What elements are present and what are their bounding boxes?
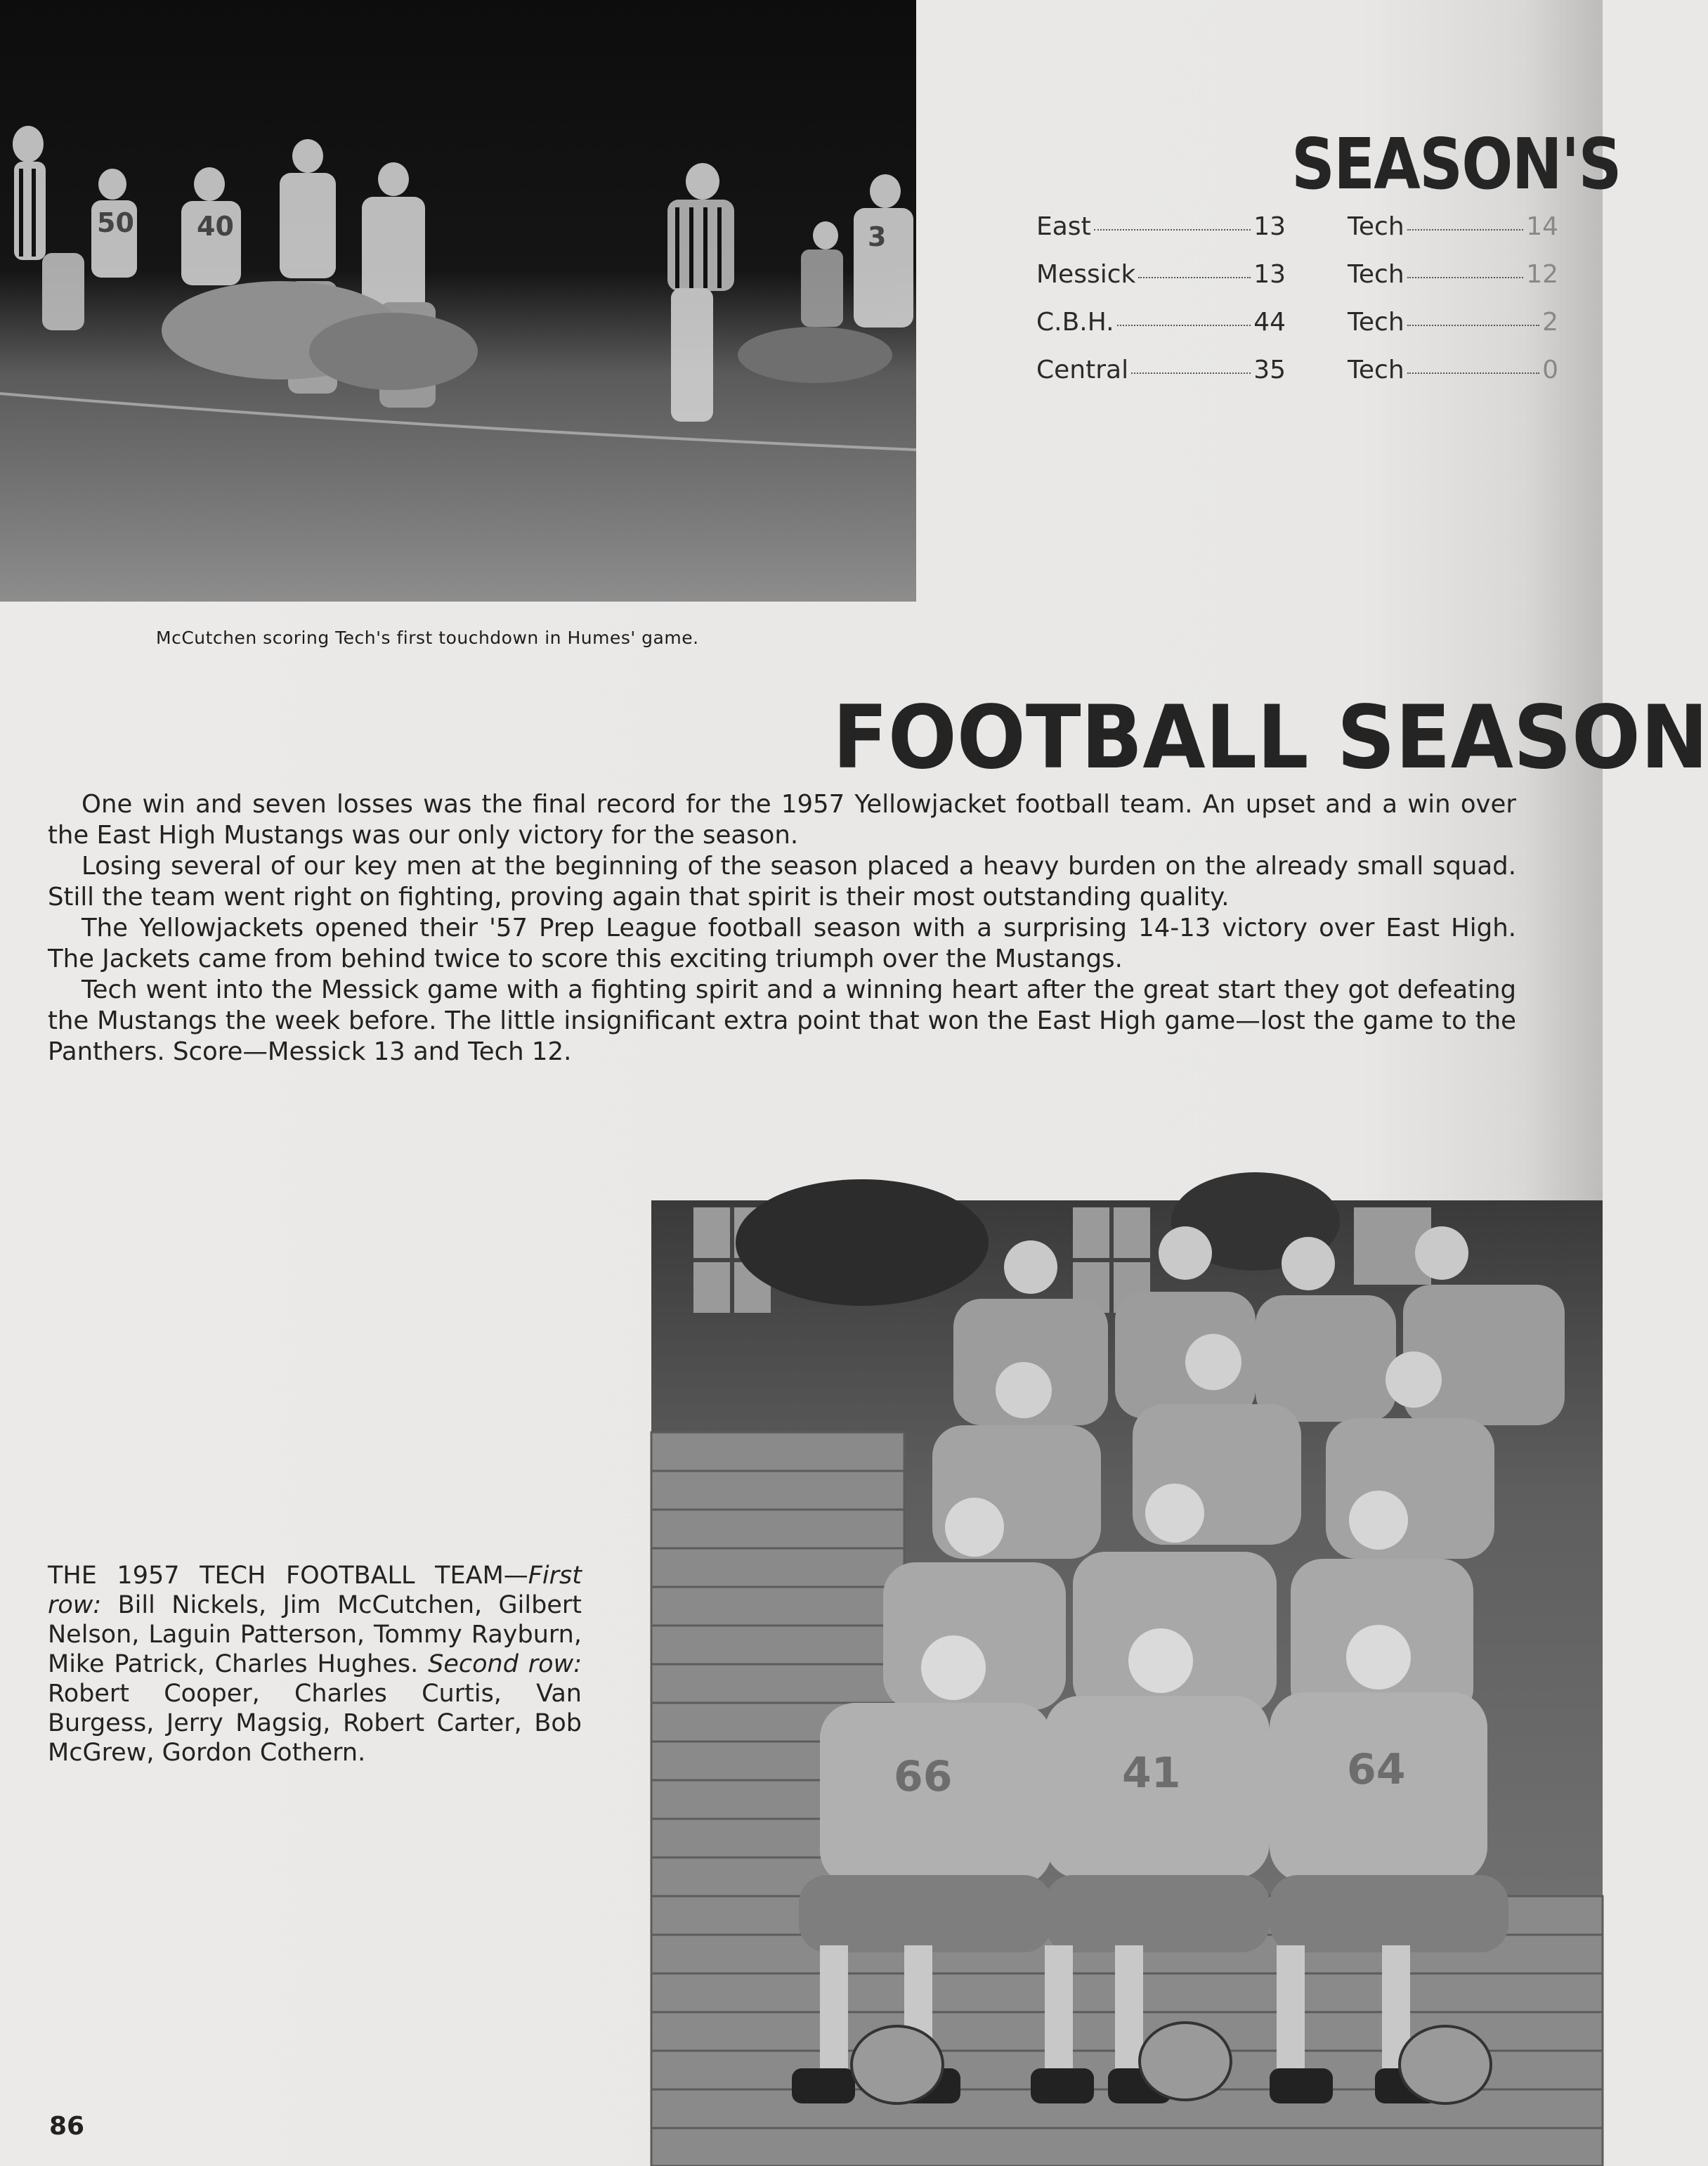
opponent-points: 44 [1253, 308, 1286, 337]
page-number: 86 [49, 2112, 85, 2141]
leader-dots [1094, 229, 1251, 231]
article-paragraph: Losing several of our key men at the beginning of the season placed a heavy burden on the already small squad. Still the team went right on fighting, proving again that spirit is their most outstanding quality. [48, 852, 1516, 912]
tech-name: Tech [1348, 260, 1404, 289]
score-row [1036, 260, 1286, 308]
opponent-name: Messick [1036, 260, 1136, 289]
leader-dots [1117, 325, 1251, 326]
tech-points: 0 [1542, 356, 1558, 384]
svg-text:40: 40 [197, 211, 234, 242]
team-photo-caption [48, 1561, 582, 1768]
svg-text:3: 3 [868, 221, 887, 252]
game-photo [0, 0, 916, 602]
score-row [1036, 308, 1286, 356]
leader-dots [1407, 277, 1524, 278]
game-photo-caption: McCutchen scoring Tech's first touchdown in Humes' game. [156, 628, 699, 648]
team-photo [651, 1200, 1603, 2166]
caption-second-row-label: Second row: [428, 1650, 582, 1678]
svg-text:41: 41 [1122, 1749, 1181, 1798]
opponent-name: East [1036, 212, 1091, 241]
article-body [48, 789, 1516, 1068]
caption-second-row-names: Robert Cooper, Charles Curtis, Van Burgess, Jerry Magsig, Robert Carter, Bob McGrew, Gordon Cothern. [48, 1680, 582, 1767]
opponent-name: Central [1036, 356, 1129, 384]
score-row [1348, 356, 1558, 403]
leader-dots [1138, 277, 1251, 278]
tech-scores [1348, 212, 1558, 403]
leader-dots [1407, 229, 1524, 231]
score-row [1036, 212, 1286, 260]
article-paragraph: Tech went into the Messick game with a fighting spirit and a winning heart after the great start they got defeating the Mustangs the week before. The little insignificant extra point that won the East High game—lost the game to the Panthers. Score—Messick 13 and Tech 12. [48, 975, 1516, 1066]
score-row [1348, 212, 1558, 260]
opponent-points: 13 [1253, 260, 1286, 289]
opponent-scores [1036, 212, 1286, 403]
caption-first-row-names: Bill Nickels, Jim McCutchen, Gilbert Nelson, Laguin Patterson, Tommy Rayburn, Mike Patrick, Charles Hughes. [48, 1591, 582, 1678]
leader-dots [1407, 372, 1539, 374]
tech-points: 2 [1542, 308, 1558, 337]
score-row [1348, 260, 1558, 308]
svg-text:66: 66 [894, 1752, 953, 1801]
article-paragraph: The Yellowjackets opened their '57 Prep League football season with a surprising 14-13 victory over East High. The Jackets came from behind twice to score this exciting triumph over the Mustangs. [48, 914, 1516, 973]
tech-points: 14 [1526, 212, 1558, 241]
season-record-heading: SEASON'S [1291, 123, 1621, 205]
article-paragraph: One win and seven losses was the final record for the 1957 Yellowjacket football team. An upset and a win over the East High Mustangs was our only victory for the season. [48, 790, 1516, 850]
opponent-points: 13 [1253, 212, 1286, 241]
tech-name: Tech [1348, 212, 1404, 241]
caption-lead: THE 1957 TECH FOOTBALL TEAM— [48, 1562, 528, 1590]
tech-points: 12 [1526, 260, 1558, 289]
caption-first-row-label: First row: [48, 1562, 582, 1619]
opponent-name: C.B.H. [1036, 308, 1114, 337]
article-heading: FOOTBALL SEASON [833, 687, 1708, 789]
opponent-points: 35 [1253, 356, 1286, 384]
score-row [1348, 308, 1558, 356]
leader-dots [1407, 325, 1539, 326]
leader-dots [1131, 372, 1251, 374]
score-row [1036, 356, 1286, 403]
tech-name: Tech [1348, 308, 1404, 337]
svg-text:64: 64 [1347, 1745, 1406, 1794]
tech-name: Tech [1348, 356, 1404, 384]
svg-text:50: 50 [97, 207, 134, 238]
